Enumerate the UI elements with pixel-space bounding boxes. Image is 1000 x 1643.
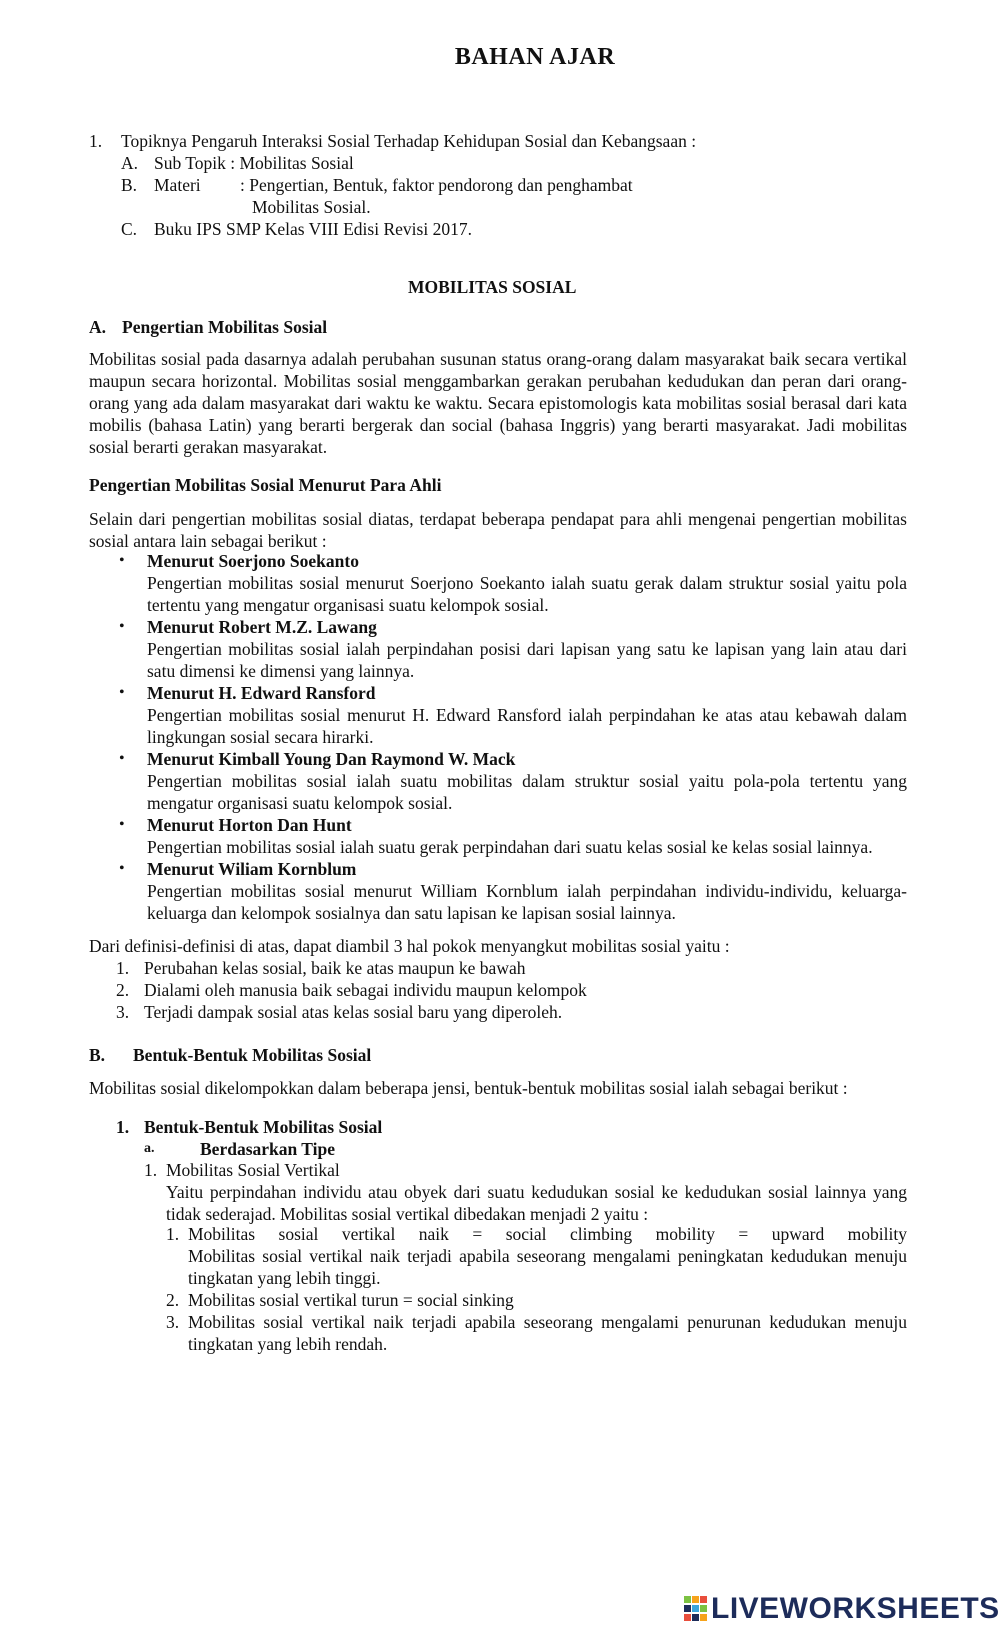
- section-a-label: A.: [89, 317, 107, 337]
- vertical-item-number: 1.: [166, 1224, 180, 1244]
- bullet-icon: •: [119, 750, 125, 767]
- summary-item: [116, 1001, 906, 1023]
- vertical-item-number: 2.: [166, 1290, 180, 1310]
- bullet-icon: •: [119, 816, 125, 833]
- expert-item: [89, 682, 907, 748]
- subsection-a-title: Berdasarkan Tipe: [200, 1139, 336, 1159]
- section-a-heading: [89, 316, 327, 338]
- subsection-1-heading: [116, 1116, 382, 1138]
- summary-item: [116, 957, 906, 979]
- vertical-list: [166, 1223, 907, 1355]
- intro-c-text: Buku IPS SMP Kelas VIII Edisi Revisi 2017.: [154, 219, 472, 239]
- expert-name: Menurut Robert M.Z. Lawang: [147, 617, 377, 637]
- expert-item: [89, 550, 907, 616]
- experts-heading: Pengertian Mobilitas Sosial Menurut Para Ahli: [89, 475, 442, 495]
- subsection-1-title: Bentuk-Bentuk Mobilitas Sosial: [144, 1117, 383, 1137]
- vertical-number: 1.: [144, 1160, 158, 1180]
- expert-name: Menurut Horton Dan Hunt: [147, 815, 352, 835]
- bullet-icon: •: [119, 552, 125, 569]
- intro-b-key: Materi: [154, 175, 201, 195]
- summary-intro: Dari definisi-definisi di atas, dapat diambil 3 hal pokok menyangkut mobilitas sosial yaitu :: [89, 936, 730, 956]
- vertical-item-line2: Mobilitas sosial vertikal naik terjadi apabila seseorang mengalami peningkatan kedudukan menuju tingkatan yang lebih tinggi.: [188, 1246, 907, 1288]
- liveworksheets-logo-icon: [684, 1596, 708, 1622]
- expert-item: [89, 858, 907, 924]
- vertical-item: [166, 1289, 907, 1311]
- expert-text: Pengertian mobilitas sosial menurut William Kornblum ialah perpindahan individu-individu, keluarga-keluarga dan kelompok sosialnya dan satu lapisan ke lapisan sosial lainnya.: [147, 881, 907, 923]
- summary-text: Terjadi dampak sosial atas kelas sosial baru yang diperoleh.: [144, 1002, 563, 1022]
- intro-topic: Topiknya Pengaruh Interaksi Sosial Terhadap Kehidupan Sosial dan Kebangsaan :: [121, 131, 697, 151]
- intro-c-label: C.: [121, 219, 138, 239]
- summary-text: Dialami oleh manusia baik sebagai individu maupun kelompok: [144, 980, 587, 1000]
- intro-number: 1.: [89, 131, 103, 151]
- summary-number: 3.: [116, 1002, 130, 1022]
- vertical-item: [166, 1311, 907, 1355]
- experts-list: [89, 550, 907, 924]
- expert-name: Menurut Soerjono Soekanto: [147, 551, 359, 571]
- vertical-item-number: 3.: [166, 1312, 180, 1332]
- summary-item: [116, 979, 906, 1001]
- bullet-icon: •: [119, 684, 125, 701]
- expert-item: [89, 616, 907, 682]
- section-a-title: Pengertian Mobilitas Sosial: [122, 317, 328, 337]
- liveworksheets-logo: [684, 1592, 1000, 1625]
- expert-text: Pengertian mobilitas sosial ialah suatu gerak perpindahan dari suatu kelas sosial ke kelas sosial lainnya.: [147, 837, 873, 857]
- summary-list: [116, 957, 906, 1023]
- subsection-a-label: a.: [144, 1141, 155, 1156]
- vertical-item-line1: Mobilitas sosial vertikal turun = social sinking: [188, 1290, 514, 1310]
- section-b-intro: Mobilitas sosial dikelompokkan dalam beberapa jensi, bentuk-bentuk mobilitas sosial ialah sebagai berikut :: [89, 1078, 848, 1098]
- expert-text: Pengertian mobilitas sosial menurut H. Edward Ransford ialah perpindahan ke atas atau kebawah dalam lingkungan sosial secara hirarki.: [147, 705, 907, 747]
- expert-text: Pengertian mobilitas sosial ialah suatu mobilitas dalam struktur sosial yaitu pola-pola tertentu yang mengatur organisasi suatu kelompok sosial.: [147, 771, 907, 813]
- vertical-title: Mobilitas Sosial Vertikal: [166, 1160, 340, 1180]
- document-title: BAHAN AJAR: [454, 44, 616, 70]
- experts-intro: Selain dari pengertian mobilitas sosial diatas, terdapat beberapa pendapat para ahli mengenai pengertian mobilitas sosial antara lain sebagai berikut :: [89, 509, 907, 551]
- section-b-title: Bentuk-Bentuk Mobilitas Sosial: [133, 1045, 372, 1065]
- liveworksheets-brand: LIVEWORKSHEETS: [711, 1592, 1000, 1625]
- intro-b-text: : Pengertian, Bentuk, faktor pendorong dan penghambat: [240, 175, 633, 195]
- summary-number: 2.: [116, 980, 130, 1000]
- section-b-heading: [89, 1044, 371, 1066]
- intro-b-label: B.: [121, 175, 138, 195]
- expert-item: [89, 748, 907, 814]
- subsection-a-heading: [144, 1138, 335, 1160]
- intro-a-text: Sub Topik : Mobilitas Sosial: [154, 153, 354, 173]
- vertical-item: [166, 1223, 907, 1289]
- expert-name: Menurut H. Edward Ransford: [147, 683, 376, 703]
- bullet-icon: •: [119, 618, 125, 635]
- expert-name: Menurut Wiliam Kornblum: [147, 859, 357, 879]
- expert-text: Pengertian mobilitas sosial ialah perpindahan posisi dari lapisan yang satu ke lapisan yang lain atau dari satu dimensi ke dimensi yang lainnya.: [147, 639, 907, 681]
- intro-block: [89, 130, 909, 240]
- vertical-heading: [144, 1159, 340, 1181]
- vertical-item-line1: Mobilitas sosial vertikal naik terjadi apabila seseorang mengalami penurunan kedudukan menuju tingkatan yang lebih rendah.: [188, 1312, 907, 1354]
- vertical-item-line1: Mobilitas sosial vertikal naik = social climbing mobility = upward mobility: [188, 1224, 907, 1244]
- bullet-icon: •: [119, 860, 125, 877]
- section-a-paragraph: Mobilitas sosial pada dasarnya adalah perubahan susunan status orang-orang dalam masyarakat baik secara vertikal maupun secara horizontal. Mobilitas sosial menggambarkan gerakan perubahan kedudukan dan peran dari orang-orang yang ada dalam masyarakat dari waktu ke waktu. Secara epistomologis kata mobilitas sosial berasal dari kata mobilis (bahasa Latin) yang berarti bergerak dan social (bahasa Inggris) yang berarti masyarakat. Jadi mobilitas sosial berarti gerakan masyarakat.: [89, 349, 907, 457]
- intro-b-text-cont: Mobilitas Sosial.: [252, 197, 371, 217]
- intro-a-label: A.: [121, 153, 139, 173]
- subsection-1-number: 1.: [116, 1117, 130, 1137]
- vertical-text: Yaitu perpindahan individu atau obyek dari suatu kedudukan sosial ke kedudukan sosial lainnya yang tidak sederajad. Mobilitas sosial vertikal dibedakan menjadi 2 yaitu :: [166, 1182, 907, 1224]
- main-heading: MOBILITAS SOSIAL: [408, 277, 577, 297]
- expert-item: [89, 814, 907, 858]
- summary-text: Perubahan kelas sosial, baik ke atas maupun ke bawah: [144, 958, 526, 978]
- summary-number: 1.: [116, 958, 130, 978]
- expert-text: Pengertian mobilitas sosial menurut Soerjono Soekanto ialah suatu gerak dalam struktur sosial yaitu pola tertentu yang mengatur organisasi suatu kelompok sosial.: [147, 573, 907, 615]
- section-b-label: B.: [89, 1045, 106, 1065]
- expert-name: Menurut Kimball Young Dan Raymond W. Mack: [147, 749, 516, 769]
